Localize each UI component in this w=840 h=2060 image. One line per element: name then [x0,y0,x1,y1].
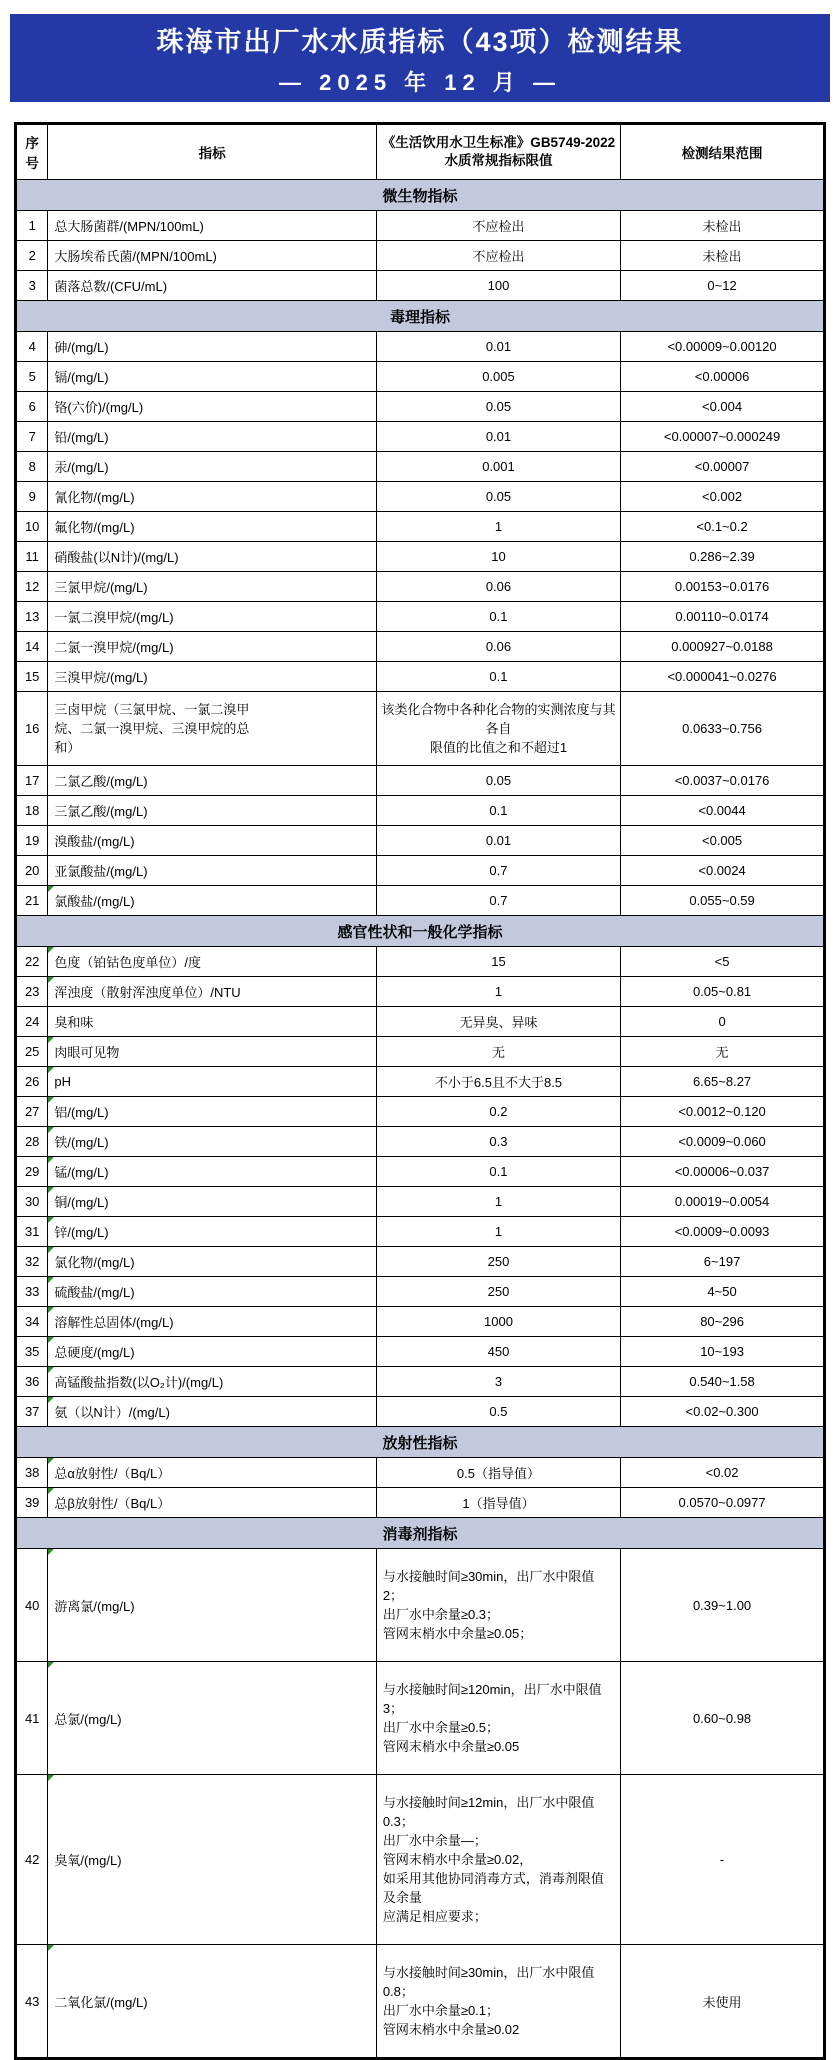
table-row [16,392,825,422]
indicator-cell: 肉眼可见物 [48,1037,376,1067]
section-header: 放射性指标 [16,1427,825,1458]
table-row [16,766,825,796]
table-row [16,1157,825,1187]
indicator-cell: 一氯二溴甲烷/(mg/L) [48,602,376,632]
row-number-cell: 31 [16,1217,48,1247]
comment-mark-icon [48,1187,54,1193]
row-number-cell: 19 [16,826,48,856]
indicator-cell: 总硬度/(mg/L) [48,1337,376,1367]
section-row [16,301,825,332]
section-row [16,1518,825,1549]
indicator-cell: pH [48,1067,376,1097]
table-row [16,602,825,632]
row-number-cell: 13 [16,602,48,632]
row-number-cell: 10 [16,512,48,542]
table-row [16,796,825,826]
result-cell: 无 [621,1037,825,1067]
column-header-no: 序号 [16,124,48,180]
indicator-cell: 溶解性总固体/(mg/L) [48,1307,376,1337]
result-cell: 80~296 [621,1307,825,1337]
row-number-cell: 36 [16,1367,48,1397]
limit-cell: 0.06 [376,632,620,662]
row-number-cell: 11 [16,542,48,572]
indicator-cell: 总大肠菌群/(MPN/100mL) [48,211,376,241]
limit-cell: 0.01 [376,826,620,856]
row-number-cell: 8 [16,452,48,482]
table-row [16,947,825,977]
result-cell: <0.00009~0.00120 [621,332,825,362]
column-header-result: 检测结果范围 [621,124,825,180]
row-number-cell: 4 [16,332,48,362]
column-header-limit [376,124,620,180]
indicator-cell: 氯化物/(mg/L) [48,1247,376,1277]
table-row [16,1488,825,1518]
comment-mark-icon [48,886,54,892]
table-row [16,692,825,766]
indicator-cell: 亚氯酸盐/(mg/L) [48,856,376,886]
table-row [16,452,825,482]
result-cell: <0.00007 [621,452,825,482]
row-number-cell: 15 [16,662,48,692]
section-header: 消毒剂指标 [16,1518,825,1549]
limit-cell: 0.7 [376,886,620,916]
table-row [16,271,825,301]
table-row [16,422,825,452]
limit-cell: 0.1 [376,796,620,826]
result-cell: 0 [621,1007,825,1037]
indicator-cell: 锌/(mg/L) [48,1217,376,1247]
result-cell: <0.0009~0.060 [621,1127,825,1157]
limit-cell: 250 [376,1247,620,1277]
row-number-cell: 35 [16,1337,48,1367]
table-row [16,977,825,1007]
row-number-cell: 17 [16,766,48,796]
result-cell: 0.00153~0.0176 [621,572,825,602]
result-cell: <0.000041~0.0276 [621,662,825,692]
row-number-cell: 2 [16,241,48,271]
limit-cell: 不应检出 [376,211,620,241]
table-row [16,1367,825,1397]
row-number-cell: 42 [16,1775,48,1945]
comment-mark-icon [48,1337,54,1343]
limit-cell: 3 [376,1367,620,1397]
limit-cell: 0.06 [376,572,620,602]
indicator-cell: 砷/(mg/L) [48,332,376,362]
page-title: 珠海市出厂水水质指标（43项）检测结果 [156,26,684,57]
table-row [16,886,825,916]
table-row [16,1397,825,1427]
table-row [16,632,825,662]
indicator-cell: 总α放射性/（Bq/L） [48,1458,376,1488]
row-number-cell: 29 [16,1157,48,1187]
result-cell: 0.0633~0.756 [621,692,825,766]
result-cell: 0.540~1.58 [621,1367,825,1397]
limit-cell: 0.1 [376,1157,620,1187]
limit-cell: 0.001 [376,452,620,482]
indicator-cell: 三卤甲烷（三氯甲烷、一氯二溴甲 烷、二氯一溴甲烷、三溴甲烷的总 和） [48,692,376,766]
result-cell: <0.00006~0.037 [621,1157,825,1187]
row-number-cell: 28 [16,1127,48,1157]
result-cell: 0.00019~0.0054 [621,1187,825,1217]
result-cell: - [621,1775,825,1945]
indicator-cell: 锰/(mg/L) [48,1157,376,1187]
section-header: 毒理指标 [16,301,825,332]
table-row [16,1067,825,1097]
limit-cell: 0.3 [376,1127,620,1157]
indicator-cell: 臭和味 [48,1007,376,1037]
result-cell: <0.0012~0.120 [621,1097,825,1127]
table-row [16,542,825,572]
row-number-cell: 40 [16,1549,48,1662]
table-row [16,1127,825,1157]
row-number-cell: 6 [16,392,48,422]
indicator-cell: 铬(六价)/(mg/L) [48,392,376,422]
row-number-cell: 3 [16,271,48,301]
result-cell: <0.0024 [621,856,825,886]
row-number-cell: 41 [16,1662,48,1775]
result-cell: <0.0009~0.0093 [621,1217,825,1247]
row-number-cell: 39 [16,1488,48,1518]
limit-cell: 与水接触时间≥30min，出厂水中限值2； 出厂水中余量≥0.3； 管网末梢水中余量≥0.05； [376,1549,620,1662]
row-number-cell: 37 [16,1397,48,1427]
result-cell: 未检出 [621,211,825,241]
comment-mark-icon [48,1037,54,1043]
table-row [16,826,825,856]
indicator-cell: 铜/(mg/L) [48,1187,376,1217]
table-body [16,180,825,2059]
table-row [16,856,825,886]
row-number-cell: 43 [16,1945,48,2059]
limit-cell: 250 [376,1277,620,1307]
row-number-cell: 24 [16,1007,48,1037]
table-row [16,662,825,692]
table-row [16,1775,825,1945]
comment-mark-icon [48,1549,54,1555]
limit-cell: 0.2 [376,1097,620,1127]
limit-cell: 与水接触时间≥120min，出厂水中限值3； 出厂水中余量≥0.5； 管网末梢水中余量≥0.05 [376,1662,620,1775]
limit-cell: 0.5（指导值） [376,1458,620,1488]
row-number-cell: 26 [16,1067,48,1097]
indicator-cell: 硫酸盐/(mg/L) [48,1277,376,1307]
limit-cell: 与水接触时间≥30min，出厂水中限值0.8； 出厂水中余量≥0.1； 管网末梢水中余量≥0.02 [376,1945,620,2059]
limit-cell: 450 [376,1337,620,1367]
comment-mark-icon [48,1775,54,1781]
limit-cell: 15 [376,947,620,977]
comment-mark-icon [48,1307,54,1313]
comment-mark-icon [48,977,54,983]
result-cell: <0.002 [621,482,825,512]
result-cell: 0.00110~0.0174 [621,602,825,632]
indicator-cell: 氯酸盐/(mg/L) [48,886,376,916]
result-cell: <0.0044 [621,796,825,826]
indicator-cell: 铝/(mg/L) [48,1097,376,1127]
comment-mark-icon [48,947,54,953]
comment-mark-icon [48,1217,54,1223]
indicator-cell: 镉/(mg/L) [48,362,376,392]
limit-cell: 0.05 [376,392,620,422]
limit-cell: 不应检出 [376,241,620,271]
column-header-limit-line1: 《生活饮用水卫生标准》GB5749-2022 [381,135,616,150]
table-row [16,362,825,392]
table-row [16,241,825,271]
result-cell: <0.1~0.2 [621,512,825,542]
row-number-cell: 25 [16,1037,48,1067]
limit-cell: 1 [376,977,620,1007]
row-number-cell: 23 [16,977,48,1007]
limit-cell: 1 [376,1187,620,1217]
indicator-cell: 三溴甲烷/(mg/L) [48,662,376,692]
result-cell: 6.65~8.27 [621,1067,825,1097]
limit-cell: 不小于6.5且不大于8.5 [376,1067,620,1097]
table-row [16,482,825,512]
limit-cell: 0.05 [376,766,620,796]
page-subtitle: — 2025 年 12 月 — [279,69,561,95]
indicator-cell: 高锰酸盐指数(以O₂计)/(mg/L) [48,1367,376,1397]
limit-cell: 0.7 [376,856,620,886]
table-row [16,211,825,241]
column-header-limit-line2: 水质常规指标限值 [444,153,553,168]
comment-mark-icon [48,1458,54,1464]
indicator-cell: 氨（以N计）/(mg/L) [48,1397,376,1427]
row-number-cell: 22 [16,947,48,977]
indicator-cell: 二氧化氯/(mg/L) [48,1945,376,2059]
comment-mark-icon [48,1157,54,1163]
table-row [16,1187,825,1217]
section-row [16,180,825,211]
title-banner [10,14,830,102]
limit-cell: 1 [376,1217,620,1247]
result-cell: <5 [621,947,825,977]
result-cell: 0.286~2.39 [621,542,825,572]
indicator-cell: 溴酸盐/(mg/L) [48,826,376,856]
indicator-cell: 总氯/(mg/L) [48,1662,376,1775]
comment-mark-icon [48,1662,54,1668]
row-number-cell: 9 [16,482,48,512]
limit-cell: 0.01 [376,332,620,362]
result-cell: 未使用 [621,1945,825,2059]
limit-cell: 1（指导值） [376,1488,620,1518]
row-number-cell: 33 [16,1277,48,1307]
result-cell: 0.055~0.59 [621,886,825,916]
row-number-cell: 21 [16,886,48,916]
indicator-cell: 游离氯/(mg/L) [48,1549,376,1662]
result-cell: 6~197 [621,1247,825,1277]
limit-cell: 该类化合物中各种化合物的实测浓度与其各自 限值的比值之和不超过1 [376,692,620,766]
indicator-cell: 浑浊度（散射浑浊度单位）/NTU [48,977,376,1007]
row-number-cell: 27 [16,1097,48,1127]
table-row [16,1037,825,1067]
indicator-cell: 三氯乙酸/(mg/L) [48,796,376,826]
comment-mark-icon [48,1067,54,1073]
result-cell: 0.39~1.00 [621,1549,825,1662]
section-row [16,916,825,947]
table-row [16,1337,825,1367]
indicator-cell: 氟化物/(mg/L) [48,512,376,542]
indicator-cell: 二氯一溴甲烷/(mg/L) [48,632,376,662]
row-number-cell: 32 [16,1247,48,1277]
result-cell: <0.00006 [621,362,825,392]
row-number-cell: 5 [16,362,48,392]
table-row [16,332,825,362]
indicator-cell: 汞/(mg/L) [48,452,376,482]
row-number-cell: 20 [16,856,48,886]
table-row [16,512,825,542]
result-cell: <0.00007~0.000249 [621,422,825,452]
result-cell: 4~50 [621,1277,825,1307]
row-number-cell: 7 [16,422,48,452]
row-number-cell: 38 [16,1458,48,1488]
row-number-cell: 14 [16,632,48,662]
limit-cell: 0.1 [376,662,620,692]
indicator-cell: 总β放射性/（Bq/L） [48,1488,376,1518]
limit-cell: 无异臭、异味 [376,1007,620,1037]
table-row [16,1307,825,1337]
result-cell: 0.0570~0.0977 [621,1488,825,1518]
indicator-cell: 铁/(mg/L) [48,1127,376,1157]
result-cell: <0.004 [621,392,825,422]
limit-cell: 与水接触时间≥12min，出厂水中限值0.3； 出厂水中余量—； 管网末梢水中余量≥0.02， 如采用其他协同消毒方式，消毒剂限值及余量 应满足相应要求； [376,1775,620,1945]
result-cell: <0.02 [621,1458,825,1488]
row-number-cell: 16 [16,692,48,766]
result-cell: 0.000927~0.0188 [621,632,825,662]
row-number-cell: 34 [16,1307,48,1337]
indicator-cell: 三氯甲烷/(mg/L) [48,572,376,602]
result-cell: 0.05~0.81 [621,977,825,1007]
water-quality-table [14,122,826,2060]
limit-cell: 0.05 [376,482,620,512]
table-row [16,1945,825,2059]
table-row [16,1007,825,1037]
column-header-indicator: 指标 [48,124,376,180]
limit-cell: 0.1 [376,602,620,632]
result-cell: <0.02~0.300 [621,1397,825,1427]
result-cell: 0~12 [621,271,825,301]
indicator-cell: 臭氧/(mg/L) [48,1775,376,1945]
table-row [16,1097,825,1127]
section-header: 感官性状和一般化学指标 [16,916,825,947]
result-cell: <0.0037~0.0176 [621,766,825,796]
comment-mark-icon [48,1397,54,1403]
indicator-cell: 二氯乙酸/(mg/L) [48,766,376,796]
row-number-cell: 1 [16,211,48,241]
indicator-cell: 铅/(mg/L) [48,422,376,452]
comment-mark-icon [48,1097,54,1103]
limit-cell: 100 [376,271,620,301]
result-cell: 10~193 [621,1337,825,1367]
row-number-cell: 30 [16,1187,48,1217]
result-cell: 未检出 [621,241,825,271]
limit-cell: 0.01 [376,422,620,452]
limit-cell: 无 [376,1037,620,1067]
comment-mark-icon [48,1127,54,1133]
table-row [16,1662,825,1775]
indicator-cell: 硝酸盐(以N计)/(mg/L) [48,542,376,572]
result-cell: 0.60~0.98 [621,1662,825,1775]
limit-cell: 1000 [376,1307,620,1337]
limit-cell: 0.5 [376,1397,620,1427]
table-row [16,1458,825,1488]
table-row [16,1549,825,1662]
indicator-cell: 菌落总数/(CFU/mL) [48,271,376,301]
section-row [16,1427,825,1458]
limit-cell: 10 [376,542,620,572]
indicator-cell: 氰化物/(mg/L) [48,482,376,512]
limit-cell: 0.005 [376,362,620,392]
table-row [16,1247,825,1277]
comment-mark-icon [48,1247,54,1253]
comment-mark-icon [48,1945,54,1951]
table-row [16,1217,825,1247]
row-number-cell: 12 [16,572,48,602]
section-header: 微生物指标 [16,180,825,211]
comment-mark-icon [48,1277,54,1283]
indicator-cell: 色度（铂钴色度单位）/度 [48,947,376,977]
row-number-cell: 18 [16,796,48,826]
comment-mark-icon [48,1367,54,1373]
table-header-row [16,124,825,180]
result-cell: <0.005 [621,826,825,856]
comment-mark-icon [48,1488,54,1494]
table-row [16,572,825,602]
limit-cell: 1 [376,512,620,542]
indicator-cell: 大肠埃希氏菌/(MPN/100mL) [48,241,376,271]
table-row [16,1277,825,1307]
